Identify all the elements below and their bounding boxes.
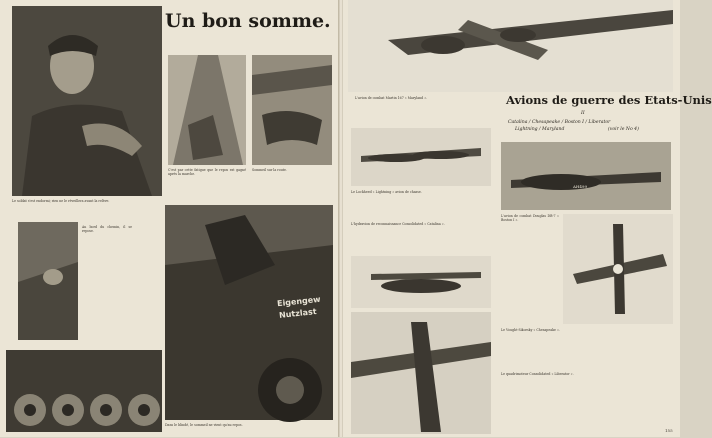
right-page (343, 0, 712, 437)
boston-caption: L'avion de combat Douglas DB-7 « Boston I ». (501, 214, 559, 223)
train-photo-2 (252, 55, 332, 165)
boston-photo (501, 142, 671, 210)
part-number: II (581, 111, 585, 116)
boston-illustration (501, 142, 671, 210)
right-title: Avions de guerre des Etats-Unis (506, 93, 712, 107)
see-note: (voir le No 4) (608, 127, 639, 132)
catalina-illustration (351, 256, 491, 308)
vehicle-stencil-1: Eigengew (276, 294, 321, 309)
aircraft-list-2: Lightning / Maryland (515, 127, 565, 132)
sleeping-caption: Sommeil sur la route. (252, 168, 287, 172)
soldier-caption: Le soldat s'est endormi; rien ne le réveillera avant la relève. (12, 199, 110, 203)
serial-number: AH499 (573, 184, 588, 189)
maryland-photo (348, 0, 673, 92)
lightning-photo (351, 128, 491, 186)
maryland-text: L'avion de combat Martin 167 « Maryland ». (355, 96, 428, 100)
chesapeake-caption: Le Vought-Sikorsky « Chesapeake ». (501, 328, 560, 332)
vehicle-photo (165, 205, 333, 420)
page-title: Un bon somme. (165, 10, 331, 32)
vehicle-stencil-2: Nutzlast (278, 307, 317, 320)
maryland-illustration (348, 0, 673, 92)
liberator-photo (351, 312, 491, 434)
aircraft-list: Catalina / Chesapeake / Boston I / Liberator (508, 120, 611, 125)
lightning-text: Le Lockheed « Lightning » avion de chasse. (351, 190, 422, 194)
field-illustration (18, 222, 78, 340)
chesapeake-illustration (563, 214, 673, 324)
tank-tracks-photo (6, 350, 162, 432)
soldier-illustration (12, 6, 162, 196)
train-photo-1 (168, 55, 246, 165)
page-number: 155 (665, 428, 673, 433)
liberator-caption: Le quadrimoteur Consolidated « Liberator ». (501, 372, 574, 376)
sleeping-soldier-photo (12, 6, 162, 196)
lightning-illustration (351, 128, 491, 186)
catalina-photo (351, 256, 491, 308)
catalina-text: L'hydravion de reconnaissance Consolidated « Catalina ». (351, 222, 445, 226)
field-soldier-photo (18, 222, 78, 340)
tracks-illustration (6, 350, 162, 432)
bottom-caption: Dans le blindé, le sommeil ne vient qu'au repos. (165, 423, 243, 427)
chesapeake-photo (563, 214, 673, 324)
train-illustration-1 (168, 55, 246, 165)
liberator-illustration (351, 312, 491, 434)
small-caption: Au bord du chemin, il se repose. (82, 225, 132, 234)
middle-text: C'est par cette fatigue que le repos est gagné après la marche. (168, 168, 246, 177)
train-illustration-2 (252, 55, 332, 165)
left-page (0, 0, 340, 437)
